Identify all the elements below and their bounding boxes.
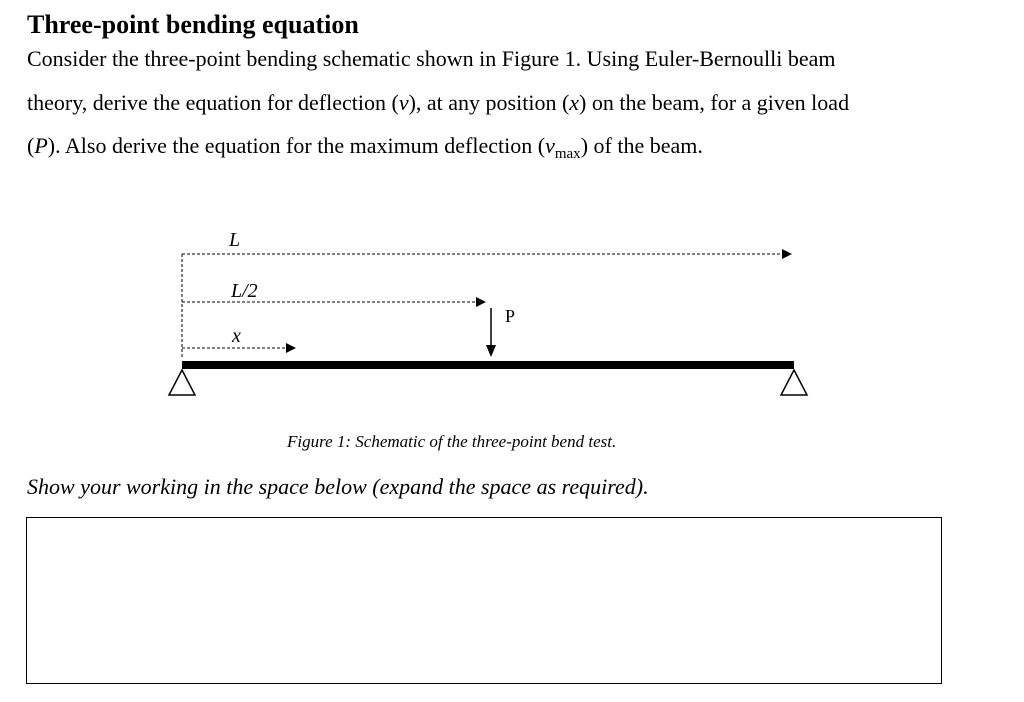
instruction-text: Show your working in the space below (expand the space as required).	[27, 474, 649, 499]
beam	[182, 361, 794, 369]
half-length-label: L/2	[231, 280, 258, 302]
load-label: P	[505, 306, 516, 326]
deflection-symbol: v	[398, 90, 409, 115]
position-label: x	[232, 325, 241, 347]
problem-text-line-2	[27, 90, 849, 116]
right-support	[781, 370, 807, 395]
position-symbol: x	[569, 90, 580, 115]
length-label: L	[229, 229, 241, 251]
problem-text-segment: theory, derive the equation for deflection (	[27, 90, 399, 115]
problem-text-segment: (	[27, 133, 35, 158]
problem-text-segment: ) on the beam, for a given load	[579, 90, 850, 115]
problem-text-line-1	[27, 46, 836, 72]
max-subscript: max	[554, 146, 581, 162]
problem-text-segment: Consider the three-point bending schematic shown in Figure 1. Using Euler-Bernoulli beam	[27, 46, 836, 71]
load-arrowhead	[486, 345, 496, 357]
position-arrowhead	[286, 343, 296, 353]
problem-text-segment: ). Also derive the equation for the maximum deflection (	[47, 133, 546, 158]
problem-text-segment: ) of the beam.	[580, 133, 703, 158]
three-point-bend-schematic	[0, 215, 1024, 415]
length-arrowhead	[782, 249, 792, 259]
answer-box[interactable]	[26, 517, 942, 684]
load-symbol: P	[34, 133, 48, 158]
figure-caption: Figure 1: Schematic of the three-point bend test.	[287, 432, 617, 451]
left-support	[169, 370, 195, 395]
page-title: Three-point bending equation	[27, 10, 359, 39]
problem-text-segment: ), at any position (	[408, 90, 570, 115]
half-length-arrowhead	[476, 297, 486, 307]
max-deflection-symbol: v	[545, 133, 555, 158]
problem-text-line-3	[27, 133, 703, 163]
